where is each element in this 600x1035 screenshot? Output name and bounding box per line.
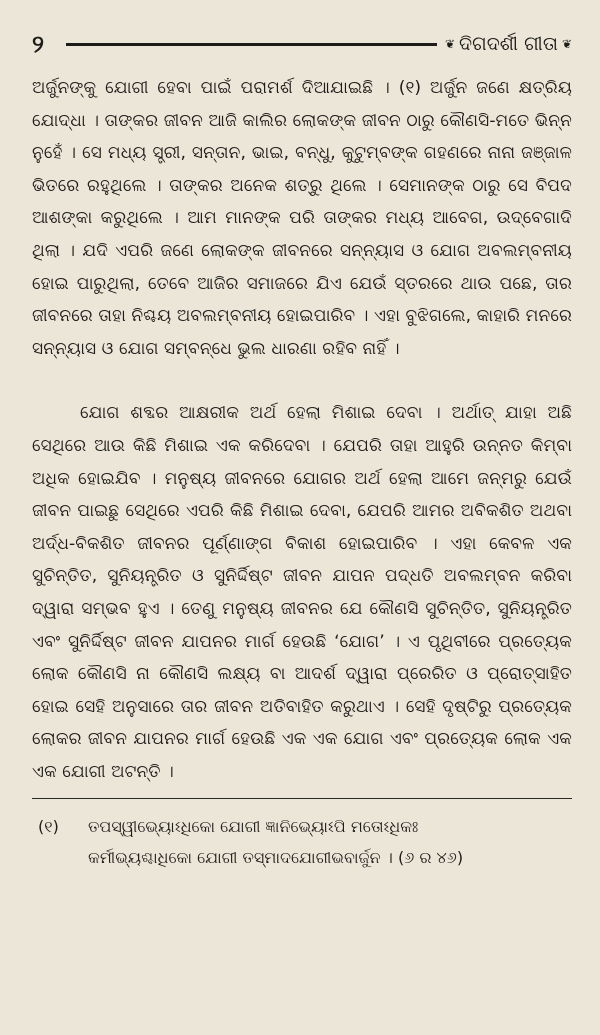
footnote-line: କର୍ମୀଭ୍ୟଶ୍ଚାଧିକୋ ଯୋଗୀ ତସ୍ମାଦଯୋଗୀଭବାର୍ଜୁନ । (୬ ର ୪୬) bbox=[88, 848, 464, 868]
page-body bbox=[32, 72, 572, 788]
page-number: ୨ bbox=[32, 30, 44, 58]
footnote bbox=[32, 811, 572, 873]
footnote-line: ତପସ୍ୱୀଭ୍ୟୋଽଧିକୋ ଯୋଗୀ ଜ୍ଞାନିଭ୍ୟୋଽପି ମତୋଽଧିକଃ bbox=[88, 817, 419, 837]
running-title bbox=[445, 33, 572, 55]
paragraph: ଅର୍ଜୁନଙ୍କୁ ଯୋଗୀ ହେବା ପାଇଁ ପରାମର୍ଶ ଦିଆଯାଇଛି । (୧) ଅର୍ଜୁନ ଜଣେ କ୍ଷତ୍ରିୟ ଯୋଦ୍ଧା । ତାଙ୍କର ଜୀବନ ଆଜି କାଲିର ଲୋକଙ୍କ ଜୀବନ ଠାରୁ କୌଣସି-ମତେ ଭିନ୍ନ ନୁହେଁ । ସେ ମଧ୍ୟ ସ୍ତ୍ରୀ, ସନ୍ତାନ, ଭାଇ, ବନ୍ଧୁ, କୁଟୁମ୍ବଙ୍କ ଗହଣରେ ନାନା ଜଞ୍ଜାଳ ଭିତରେ ରହୁଥିଲେ । ତାଙ୍କର ଅନେକ ଶତ୍ରୁ ଥିଲେ । ସେମାନଙ୍କ ଠାରୁ ସେ ବିପଦ ଆଶଙ୍କା କରୁଥିଲେ । ଆମ ମାନଙ୍କ ପରି ତାଙ୍କର ମଧ୍ୟ ଆବେଗ, ଉଦ୍‌ବେଗାଦି ଥିଲା । ଯଦି ଏପରି ଜଣେ ଲୋକଙ୍କ ଜୀବନରେ ସନ୍ନ୍ୟାସ ଓ ଯୋଗ ଅବଲମ୍ବନୀୟ ହୋଇ ପାରୁଥିଲା, ତେବେ ଆଜିର ସମାଜରେ ଯିଏ ଯେଉଁ ସ୍ତରରେ ଥାଉ ପଛେ, ତାର ଜୀବନରେ ତାହା ନିଶ୍ଚୟ ଅବଲମ୍ବନୀୟ ହୋଇପାରିବ । ଏହା ବୁଝିଗଲେ, କାହାରି ମନରେ ସନ୍ନ୍ୟାସ ଓ ଯୋଗ ସମ୍ବନ୍ଧେ ଭୁଲ ଧାରଣା ରହିବ ନାହିଁ । bbox=[32, 78, 572, 359]
book-title: ଦିଗଦର୍ଶୀ ଗୀତା bbox=[459, 33, 558, 55]
footnote-marker: (୧) bbox=[38, 817, 59, 837]
page-header bbox=[32, 30, 572, 58]
lamp-ornament-icon: ❦ bbox=[561, 37, 572, 51]
header-rule bbox=[66, 43, 437, 46]
footnote-divider bbox=[32, 798, 572, 799]
paragraph: ଯୋଗ ଶବ୍ଦର ଆକ୍ଷରୀକ ଅର୍ଥ ହେଲା ମିଶାଇ ଦେବା । ଅର୍ଥାତ୍ ଯାହା ଅଛି ସେଥିରେ ଆଉ କିଛି ମିଶାଇ ଏକ କରିଦେବା । ଯେପରି ତାହା ଆହୁରି ଉନ୍ନତ କିମ୍ବା ଅଧିକ ହୋଇଯିବ । ମନୁଷ୍ୟ ଜୀବନରେ ଯୋଗର ଅର୍ଥ ହେଲା ଆମେ ଜନ୍ମରୁ ଯେଉଁ ଜୀବନ ପାଇଛୁ ସେଥିରେ ଏପରି କିଛି ମିଶାଇ ଦେବା, ଯେପରି ଆମର ଅବିକଶିତ ଅଥବା ଅର୍ଦ୍ଧ-ବିକଶିତ ଜୀବନର ପୂର୍ଣ୍ଣାଙ୍ଗ ବିକାଶ ହୋଇପାରିବ । ଏହା କେବଳ ଏକ ସୁଚିନ୍ତିତ, ସୁନିୟନ୍ତ୍ରିତ ଓ ସୁନିର୍ଦ୍ଦିଷ୍ଟ ଜୀବନ ଯାପନ ପଦ୍ଧତି ଅବଲମ୍ବନ କରିବା ଦ୍ୱାରା ସମ୍ଭବ ହୁଏ । ତେଣୁ ମନୁଷ୍ୟ ଜୀବନର ଯେ କୌଣସି ସୁଚିନ୍ତିତ, ସୁନିୟନ୍ତ୍ରିତ ଏବଂ ସୁନିର୍ଦ୍ଦିଷ୍ଟ ଜୀବନ ଯାପନର ମାର୍ଗ ହେଉଛି ‘ଯୋଗ’ । ଏ ପୃଥିବୀରେ ପ୍ରତ୍ୟେକ ଲୋକ କୌଣସି ନା କୌଣସି ଲକ୍ଷ୍ୟ ବା ଆଦର୍ଶ ଦ୍ୱାରା ପ୍ରେରିତ ଓ ପ୍ରୋତ୍ସାହିତ ହୋଇ ସେହି ଅନୁସାରେ ତାର ଜୀବନ ଅତିବାହିତ କରୁଥାଏ । ସେହି ଦୃଷ୍ଟିରୁ ପ୍ରତ୍ୟେକ ଲୋକର ଜୀବନ ଯାପନର ମାର୍ଗ ହେଉଛି ଏକ ଏକ ଯୋଗ ଏବଂ ପ୍ରତ୍ୟେକ ଲୋକ ଏକ ଏକ ଯୋଗୀ ଅଟନ୍ତି । bbox=[32, 403, 572, 782]
footnote-text bbox=[88, 811, 572, 873]
lamp-ornament-icon: ❦ bbox=[444, 37, 456, 51]
